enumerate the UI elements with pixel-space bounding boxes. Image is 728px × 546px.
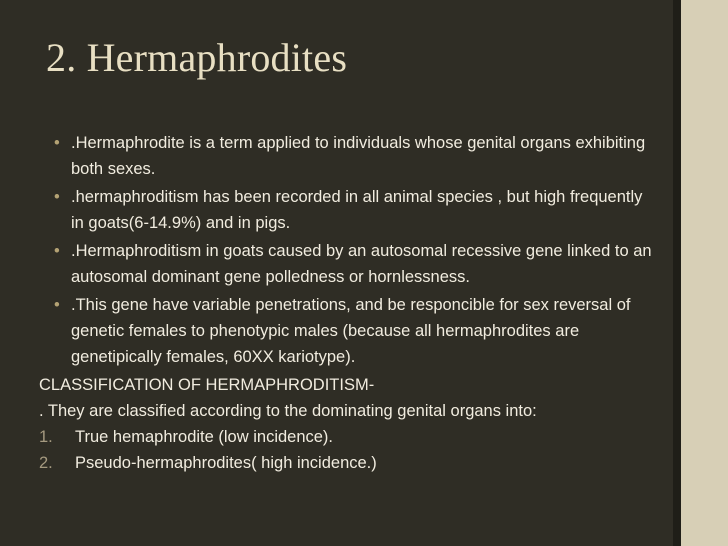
item-number: 2. <box>39 454 53 472</box>
bullet-icon: • <box>54 134 60 152</box>
bullet-item <box>52 130 652 182</box>
bullet-text: .Hermaphrodite is a term applied to individuals whose genital organs exhibiting both sexes. <box>71 134 646 178</box>
bullet-text: .hermaphroditism has been recorded in all animal species , but high frequently in goats(6-14.9%) and in pigs. <box>71 188 643 232</box>
bullet-icon: • <box>54 296 60 314</box>
side-stripe-divider <box>673 0 681 546</box>
bullet-icon: • <box>54 242 60 260</box>
classification-intro: . They are classified according to the dominating genital organs into: <box>39 402 537 420</box>
numbered-item <box>39 450 652 476</box>
bullet-text: .Hermaphroditism in goats caused by an autosomal recessive gene linked to an autosomal dominant gene polledness or hornlessness. <box>71 242 652 286</box>
side-stripe <box>681 0 728 546</box>
slide-title: 2. Hermaphrodites <box>46 35 348 80</box>
bullet-text: .This gene have variable penetrations, and be responcible for sex reversal of genetic females to phenotypic males (because all hermaphrodites are genetipically females, 60XX kariotype). <box>71 296 631 366</box>
item-number: 1. <box>39 428 53 446</box>
numbered-item <box>39 424 652 450</box>
bullet-item <box>52 184 652 236</box>
bullet-item <box>52 238 652 290</box>
item-text: True hemaphrodite (low incidence). <box>75 428 334 446</box>
slide-body <box>39 130 652 476</box>
item-text: Pseudo-hermaphrodites( high incidence.) <box>75 454 377 472</box>
bullet-icon: • <box>54 188 60 206</box>
bullet-item <box>52 292 652 370</box>
classification-heading: CLASSIFICATION OF HERMAPHRODITISM- <box>39 376 375 394</box>
